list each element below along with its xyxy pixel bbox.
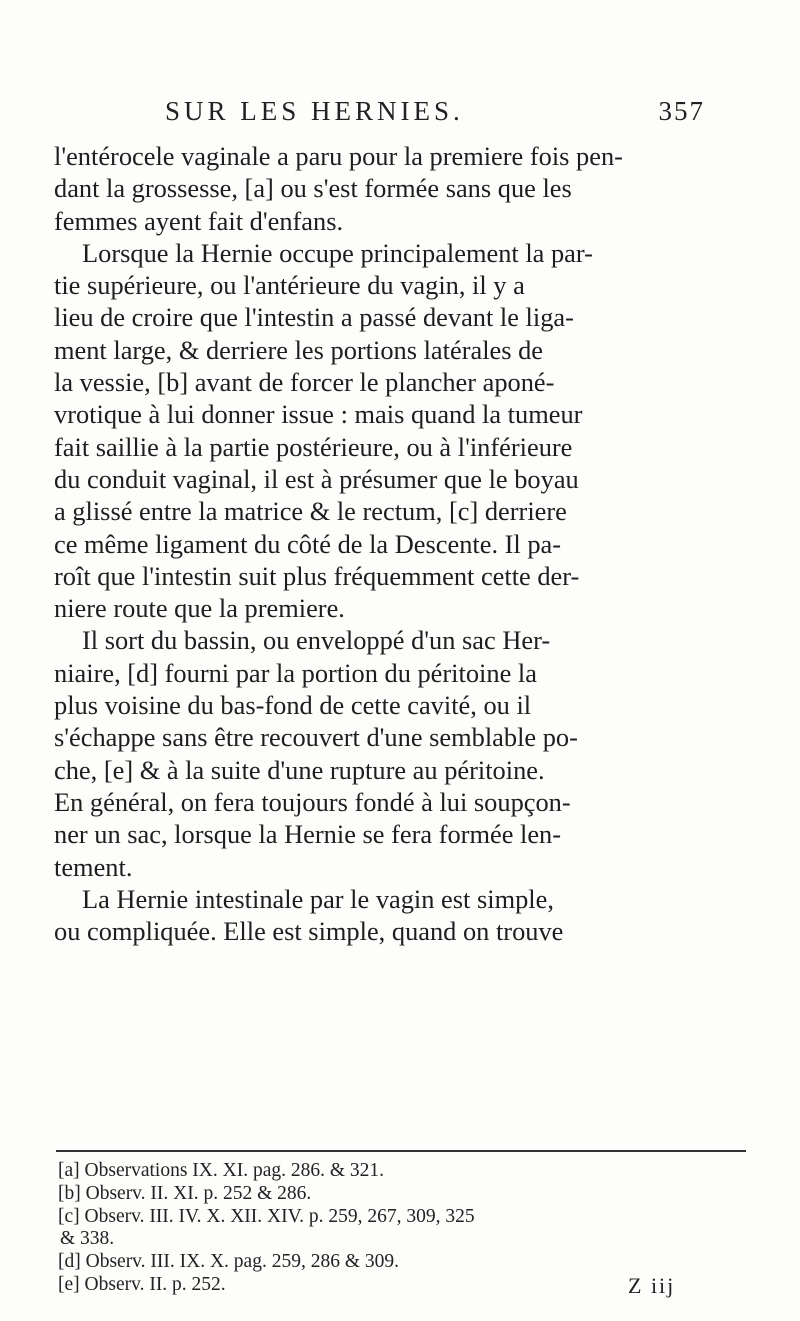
text-line: En général, on fera toujours fondé à lui soupçon- xyxy=(54,786,571,817)
text-line: tement. xyxy=(54,851,133,882)
footnote-d: [d] Observ. III. IX. X. pag. 259, 286 & 309. xyxy=(58,1251,400,1273)
text-line: ner un sac, lorsque la Hernie se fera formée len- xyxy=(54,819,562,850)
text-line: ce même ligament du côté de la Descente. Il pa- xyxy=(54,528,562,559)
text-line: niaire, [d] fourni par la portion du péritoine la xyxy=(54,657,537,688)
text-line: a glissé entre la matrice & le rectum, [c] derriere xyxy=(54,496,567,527)
footnote-c: [c] Observ. III. IV. X. XII. XIV. p. 259, 267, 309, 325 xyxy=(58,1205,475,1227)
text-line: niere route que la premiere. xyxy=(54,593,345,624)
text-line: Il sort du bassin, ou enveloppé d'un sac Her- xyxy=(82,625,551,656)
footnote-b: [b] Observ. II. XI. p. 252 & 286. xyxy=(58,1182,312,1204)
running-title: SUR LES HERNIES. xyxy=(165,96,464,126)
paragraph-4 xyxy=(54,883,744,948)
running-head xyxy=(165,96,725,132)
footnote-e: [e] Observ. II. p. 252. xyxy=(58,1273,226,1295)
footnote-rule xyxy=(56,1150,746,1152)
text-line: La Hernie intestinale par le vagin est simple, xyxy=(82,883,554,914)
footnote-c-continued: & 338. xyxy=(60,1228,115,1250)
text-line: fait saillie à la partie postérieure, ou à l'inférieure xyxy=(54,431,573,462)
text-line: che, [e] & à la suite d'une rupture au péritoine. xyxy=(54,754,545,785)
text-line: lieu de croire que l'intestin a passé devant le liga- xyxy=(54,302,574,333)
text-line: la vessie, [b] avant de forcer le plancher aponé- xyxy=(54,367,555,398)
text-line: femmes ayent fait d'enfans. xyxy=(54,205,344,236)
text-line: plus voisine du bas-fond de cette cavité, ou il xyxy=(54,690,532,721)
footnote-a: [a] Observations IX. XI. pag. 286. & 321. xyxy=(58,1160,385,1181)
body-text xyxy=(54,140,744,947)
paragraph-1 xyxy=(54,140,744,237)
text-line: l'entérocele vaginale a paru pour la premiere fois pen- xyxy=(54,141,623,171)
text-line: vrotique à lui donner issue : mais quand la tumeur xyxy=(54,399,583,430)
text-line: dant la grossesse, [a] ou s'est formée sans que les xyxy=(54,173,572,204)
text-line: roît que l'intestin suit plus fréquemment cette der- xyxy=(54,560,580,591)
paragraph-2 xyxy=(54,237,744,625)
text-line: ment large, & derriere les portions latérales de xyxy=(54,334,544,365)
text-line: Lorsque la Hernie occupe principalement la par- xyxy=(82,237,593,268)
text-line: ou compliquée. Elle est simple, quand on trouve xyxy=(54,916,564,947)
text-line: du conduit vaginal, il est à présumer que le boyau xyxy=(54,463,579,494)
text-line: s'échappe sans être recouvert d'une semblable po- xyxy=(54,722,578,753)
paragraph-3 xyxy=(54,624,744,882)
signature-mark: Z iij xyxy=(628,1273,676,1298)
text-line: tie supérieure, ou l'antérieure du vagin, il y a xyxy=(54,270,525,301)
page-number: 357 xyxy=(658,96,705,126)
